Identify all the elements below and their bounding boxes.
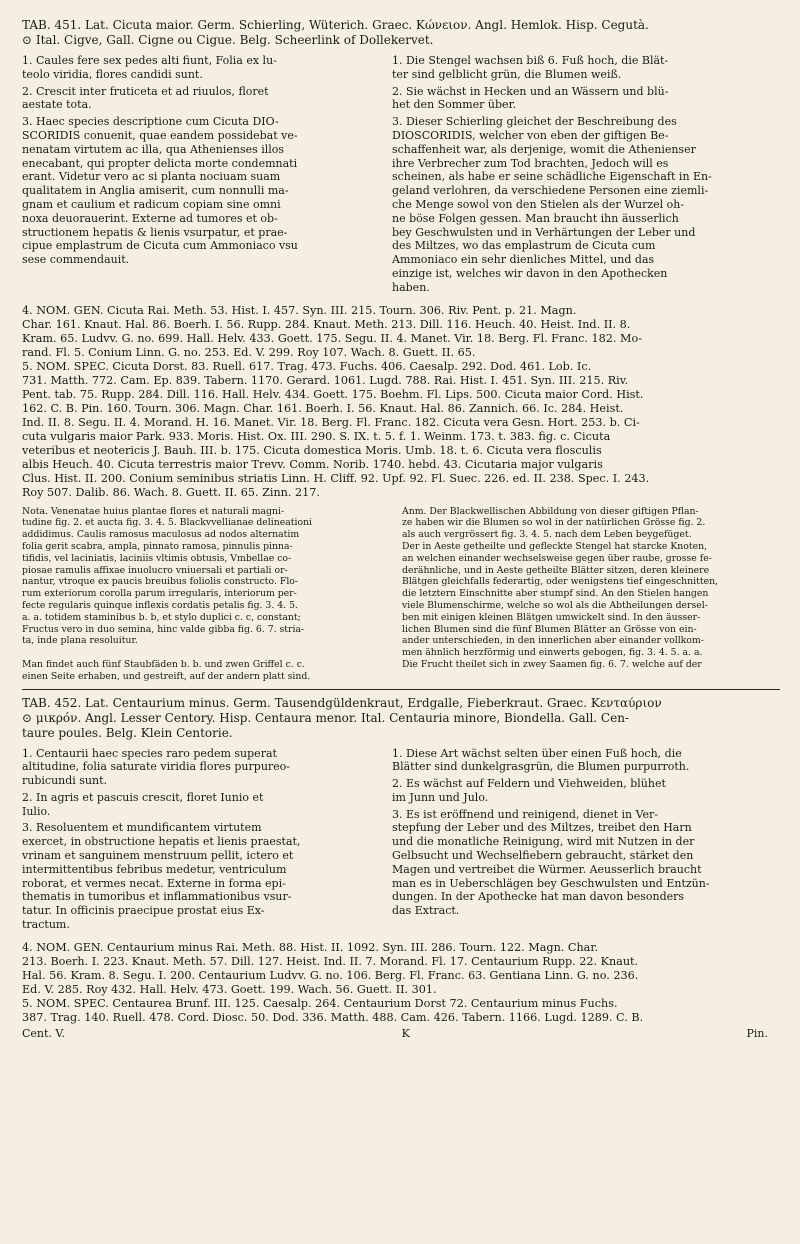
latin-line: gnam et caulium et radicum copiam sine omni xyxy=(22,197,281,211)
note-line: Fructus vero in duo semina, hinc valde gibba fig. 6. 7. stria- xyxy=(22,623,305,635)
note-line: ta, inde plana resoluitur. xyxy=(22,635,138,647)
german-paragraph xyxy=(392,85,780,113)
latin-line: intermittentibus febribus medetur, ventriculum xyxy=(22,862,287,876)
german-line: che Menge sowol von den Stielen als der Wurzel oh- xyxy=(392,197,685,211)
latin-paragraph xyxy=(22,747,380,788)
latin-line: rubicundi sunt. xyxy=(22,774,108,788)
german-line: 2. Sie wächst in Hecken und an Wässern und blü- xyxy=(392,84,669,98)
german-line: 2. Es wächst auf Feldern und Viehweiden, blühet xyxy=(392,777,666,791)
latin-line: SCORIDIS conuenit, quae eandem possidebat ve- xyxy=(22,128,298,142)
note-line: an welchen einander wechselsweise gegen über raube, grosse fe- xyxy=(402,552,712,564)
latin-paragraph xyxy=(22,85,380,113)
reference-line: Roy 507. Dalib. 86. Wach. 8. Guett. II. 65. Zinn. 217. xyxy=(22,485,320,499)
tab-451-german-column xyxy=(392,54,780,298)
latin-line: 3. Resoluentem et mundificantem virtutem xyxy=(22,821,262,835)
german-line: geland verlohren, da verschiedene Personen eine ziemli- xyxy=(392,184,709,198)
latin-line: cipue emplastrum de Cicuta cum Ammoniaco vsu xyxy=(22,239,298,253)
page xyxy=(22,18,780,1040)
nota-bottom-left xyxy=(22,659,390,683)
reference-line: Hal. 56. Kram. 8. Segu. I. 200. Centaurium Ludvv. G. no. 106. Berg. Fl. Franc. 63. Gentiana Linn. G. no. 236. xyxy=(22,968,639,982)
reference-line: cuta vulgaris maior Park. 933. Moris. Hist. Ox. III. 290. S. IX. t. 5. f. 1. Weinm. 173. t. 383. fig. c. Cicuta xyxy=(22,429,611,443)
note-line: rum exteriorum corolla parum irregularis, interiorum per- xyxy=(22,588,297,600)
latin-line: aestate tota. xyxy=(22,98,92,112)
german-line: stepfung der Leber und des Miltzes, treibet den Harn xyxy=(392,821,692,835)
german-line: haben. xyxy=(392,280,430,294)
header-line: ⊙ μικρόν. Angl. Lesser Centory. Hisp. Centaura menor. Ital. Centauria minore, Biondella. Gall. Cen- xyxy=(22,710,629,725)
header-line: TAB. 452. Lat. Centaurium minus. Germ. Tausendgüldenkraut, Erdgalle, Fieberkraut. Graec. Κενταύριον xyxy=(22,695,662,710)
german-line: Magen und vertreibet die Würmer. Aeusserlich braucht xyxy=(392,862,702,876)
reference-line: veteribus et neotericis J. Bauh. III. b. 175. Cicuta domestica Moris. Umb. 18. t. 6. Cicuta vera flosculis xyxy=(22,443,602,457)
latin-line: vrinam et sanguinem menstruum pellit, ictero et xyxy=(22,849,294,863)
german-line: das Extract. xyxy=(392,904,460,918)
note-line: a. a. totidem staminibus b. b, et stylo duplici c. c, constant; xyxy=(22,611,301,623)
tab-451-columns xyxy=(22,54,780,298)
german-line: Blätter sind dunkelgrasgrün, die Blumen purpurroth. xyxy=(392,760,690,774)
german-paragraph xyxy=(392,777,780,805)
footer-signature-center: K xyxy=(401,1026,410,1040)
tab-451-latin-column xyxy=(22,54,380,298)
reference-line: 213. Boerh. I. 223. Knaut. Meth. 57. Dill. 127. Heist. Ind. II. 7. Morand. Fl. 17. Centaurium Rupp. 22. Knaut. xyxy=(22,954,639,968)
reference-line: 162. C. B. Pin. 160. Tourn. 306. Magn. Char. 161. Boerh. I. 56. Knaut. Hal. 86. Zannich. 66. Ic. 284. Heist. xyxy=(22,401,624,415)
german-line: Ammoniaco ein sehr dienliches Mittel, und das xyxy=(392,253,655,267)
german-paragraph xyxy=(392,54,780,82)
tab-451-notes xyxy=(22,506,780,659)
latin-paragraph xyxy=(22,791,380,819)
note-line: Die Frucht theilet sich in zwey Saamen fig. 6. 7. welche auf der xyxy=(402,658,702,670)
tab-452-latin-column xyxy=(22,747,380,935)
note-line: viele Blumenschirme, welche so wol als die Abtheilungen dersel- xyxy=(402,599,708,611)
latin-line: tractum. xyxy=(22,918,70,932)
latin-line: exercet, in obstructione hepatis et lienis praestat, xyxy=(22,835,301,849)
note-line: ander unterschieden, in den innerlichen aber einander vollkom- xyxy=(402,635,704,647)
note-line: einen Seite erhaben, und gestreift, auf der andern platt sind. xyxy=(22,670,311,682)
german-paragraph xyxy=(392,808,780,918)
nota-latin xyxy=(22,506,390,659)
note-line: derähnliche, und in Aeste getheilte Blätter sitzen, deren kleinere xyxy=(402,564,710,576)
reference-line: albis Heuch. 40. Cicuta terrestris maior Trevv. Comm. Norib. 1740. hebd. 43. Cicutaria major vulgaris xyxy=(22,457,603,471)
reference-line: Ed. V. 285. Roy 432. Hall. Helv. 473. Goett. 199. Wach. 56. Guett. II. 301. xyxy=(22,982,437,996)
note-line: lichen Blumen sind die fünf Blumen Blätter an Grösse von ein- xyxy=(402,623,697,635)
note-line: tudine fig. 2. et aucta fig. 3. 4. 5. Blackvvellianae delineationi xyxy=(22,517,313,529)
german-line: und die monatliche Reinigung, wird mit Nutzen in der xyxy=(392,835,695,849)
latin-line: tatur. In officinis praecipue prostat eius Ex- xyxy=(22,904,265,918)
tab-452-columns xyxy=(22,747,780,935)
note-line: piosae ramulis affixae inuolucro vniuersali et partiali or- xyxy=(22,564,288,576)
german-line: 3. Dieser Schierling gleichet der Beschreibung des xyxy=(392,115,677,129)
german-line: bey Geschwulsten und in Verhärtungen der Leber und xyxy=(392,225,696,239)
reference-line: 4. NOM. GEN. Centaurium minus Rai. Meth. 88. Hist. II. 1092. Syn. III. 286. Tourn. 122. Magn. Char. xyxy=(22,940,599,954)
german-line: Gelbsucht und Wechselfiebern gebraucht, stärket den xyxy=(392,849,694,863)
note-line: als auch vergrössert fig. 3. 4. 5. nach dem Leben beygefüget. xyxy=(402,529,692,541)
note-line: ze haben wir die Blumen so wol in der natürlichen Grösse fig. 2. xyxy=(402,517,706,529)
latin-line: enecabant, qui propter delicta morte condemnati xyxy=(22,156,298,170)
latin-line: Iulio. xyxy=(22,804,51,818)
anmerkung-german xyxy=(402,506,780,659)
latin-line: sese commendauit. xyxy=(22,253,130,267)
german-line: im Junn und Julo. xyxy=(392,790,489,804)
german-line: des Miltzes, wo das emplastrum de Cicuta cum xyxy=(392,239,656,253)
latin-line: 2. In agris et pascuis crescit, floret Iunio et xyxy=(22,790,264,804)
note-line: folia gerit scabra, ampla, pinnato ramosa, pinnulis pinna- xyxy=(22,540,293,552)
latin-line: nenatam virtutem ac illa, qua Athenienses illos xyxy=(22,142,285,156)
note-line: men ähnlich herzförmig und einwerts gebogen, fig. 3. 4. 5. a. a. xyxy=(402,647,703,659)
tab-452-header xyxy=(22,696,780,741)
latin-line: noxa deuorauerint. Externe ad tumores et ob- xyxy=(22,211,278,225)
tab-451-notes-tail xyxy=(22,659,780,683)
note-line: ben mit einigen kleinen Blätgen umwickelt sind. In den äusser- xyxy=(402,611,701,623)
latin-line: 1. Centaurii haec species raro pedem superat xyxy=(22,746,277,760)
latin-line: teolo viridia, flores candidi sunt. xyxy=(22,67,203,81)
note-line: Blätgen gleichfalls federartig, oder wenigstens tief eingeschnitten, xyxy=(402,576,719,588)
german-line: man es in Ueberschlägen bey Geschwulsten und Entzün- xyxy=(392,876,710,890)
german-paragraph xyxy=(392,747,780,775)
note-line: addidimus. Caulis ramosus maculosus ad nodos alternatim xyxy=(22,529,300,541)
german-line: 1. Die Stengel wachsen biß 6. Fuß hoch, die Blät- xyxy=(392,54,669,67)
german-paragraph xyxy=(392,115,780,294)
nota-bottom-right xyxy=(402,659,780,683)
page-footer xyxy=(22,1027,780,1040)
reference-line: 731. Matth. 772. Cam. Ep. 839. Tabern. 1170. Gerard. 1061. Lugd. 788. Rai. Hist. I. 451. Syn. III. 215. Riv. xyxy=(22,373,629,387)
note-line: Nota. Venenatae huius plantae flores et naturali magni- xyxy=(22,505,285,517)
german-line: dungen. In der Apothecke hat man davon besonders xyxy=(392,890,685,904)
tab-452-german-column xyxy=(392,747,780,935)
latin-line: altitudine, folia saturate viridia flores purpureo- xyxy=(22,760,291,774)
note-line: Anm. Der Blackwellischen Abbildung von dieser giftigen Pflan- xyxy=(402,505,699,517)
note-line: tifidis, vel laciniatis, laciniis vltimis obtusis, Vmbellae co- xyxy=(22,552,292,564)
reference-line: 4. NOM. GEN. Cicuta Rai. Meth. 53. Hist. I. 457. Syn. III. 215. Tourn. 306. Riv. Pent. p. 21. Magn. xyxy=(22,303,577,317)
latin-line: structionem hepatis & lienis vsurpatur, et prae- xyxy=(22,225,288,239)
latin-line: roborat, et vermes necat. Externe in forma epi- xyxy=(22,876,286,890)
reference-line: 387. Trag. 140. Ruell. 478. Cord. Diosc. 50. Dod. 336. Matth. 488. Cam. 426. Tabern. 1166. Lugd. 1289. C. B. xyxy=(22,1010,644,1024)
german-line: het den Sommer über. xyxy=(392,98,517,112)
german-line: schaffenheit war, als derjenige, womit die Athenienser xyxy=(392,142,696,156)
reference-line: 5. NOM. SPEC. Centaurea Brunf. III. 125. Caesalp. 264. Centaurium Dorst 72. Centaurium minus Fuchs. xyxy=(22,996,618,1010)
header-line: TAB. 451. Lat. Cicuta maior. Germ. Schierling, Wüterich. Graec. Κώνειον. Angl. Hemlok. Hisp. Cegutà. xyxy=(22,18,649,32)
footer-catchword: Pin. xyxy=(746,1026,768,1040)
latin-paragraph xyxy=(22,115,380,267)
reference-line: Clus. Hist. II. 200. Conium seminibus striatis Linn. H. Cliff. 92. Upf. 92. Fl. Suec. 226. ed. II. 238. Spec. I. 243. xyxy=(22,471,650,485)
reference-line: Char. 161. Knaut. Hal. 86. Boerh. I. 56. Rupp. 284. Knaut. Meth. 213. Dill. 116. Heuch. 40. Heist. Ind. II. 8. xyxy=(22,317,631,331)
header-line: ⊙ Ital. Cigve, Gall. Cigne ou Cigue. Belg. Scheerlink of Dollekervet. xyxy=(22,33,434,47)
german-line: ihre Verbrecher zum Tod brachten, Jedoch will es xyxy=(392,156,669,170)
latin-line: erant. Videtur vero ac si planta nociuam suam xyxy=(22,170,281,184)
latin-line: 2. Crescit inter fruticeta et ad riuulos, floret xyxy=(22,84,269,98)
tab-451-header xyxy=(22,18,780,48)
latin-line: 1. Caules fere sex pedes alti fiunt, Folia ex lu- xyxy=(22,54,277,67)
reference-line: Pent. tab. 75. Rupp. 284. Dill. 116. Hall. Helv. 434. Goett. 175. Boehm. Fl. Lips. 500. Cicuta maior Cord. Hist. xyxy=(22,387,644,401)
note-line: fecte regularis quinque inflexis cordatis petalis fig. 3. 4. 5. xyxy=(22,599,298,611)
note-line: Man findet auch fünf Staubfäden b. b. und zwen Griffel c. c. xyxy=(22,658,305,670)
latin-line: thematis in tumoribus et inflammationibus vsur- xyxy=(22,890,292,904)
latin-line: qualitatem in Anglia amiserit, cum nonnulli ma- xyxy=(22,184,289,198)
latin-paragraph xyxy=(22,54,380,82)
german-line: einzige ist, welches wir davon in den Apothecken xyxy=(392,266,668,280)
reference-line: rand. Fl. 5. Conium Linn. G. no. 253. Ed. V. 299. Roy 107. Wach. 8. Guett. II. 65. xyxy=(22,345,476,359)
tab-452-references xyxy=(22,941,780,1025)
german-line: 1. Diese Art wächst selten über einen Fuß hoch, die xyxy=(392,746,682,760)
german-line: scheinen, als habe er seine schädliche Eigenschaft in En- xyxy=(392,170,712,184)
note-line: nantur, vtroque ex paucis breuibus foliolis constructo. Flo- xyxy=(22,576,299,588)
german-line: ne böse Folgen gessen. Man braucht ihn äusserlich xyxy=(392,211,679,225)
german-line: DIOSCORIDIS, welcher von eben der giftigen Be- xyxy=(392,128,669,142)
header-line: taure poules. Belg. Klein Centorie. xyxy=(22,725,233,740)
reference-line: 5. NOM. SPEC. Cicuta Dorst. 83. Ruell. 617. Trag. 473. Fuchs. 406. Caesalp. 292. Dod. 461. Lob. Ic. xyxy=(22,359,592,373)
german-line: 3. Es ist eröffnend und reinigend, dienet in Ver- xyxy=(392,807,659,821)
note-line: Der in Aeste getheilte und gefleckte Stengel hat starcke Knoten, xyxy=(402,540,708,552)
tab-451-references xyxy=(22,304,780,500)
reference-line: Kram. 65. Ludvv. G. no. 699. Hall. Helv. 433. Goett. 175. Segu. II. 4. Manet. Vir. 18. Berg. Fl. Franc. 182. Mo- xyxy=(22,331,642,345)
german-line: ter sind gelblicht grün, die Blumen weiß. xyxy=(392,67,622,81)
footer-signature-left: Cent. V. xyxy=(22,1026,65,1040)
section-divider xyxy=(22,689,780,690)
latin-paragraph xyxy=(22,821,380,931)
reference-line: Ind. II. 8. Segu. II. 4. Morand. H. 16. Manet. Vir. 18. Berg. Fl. Franc. 182. Cicuta vera Gesn. Hort. 253. b. Ci- xyxy=(22,415,640,429)
note-line: die letztern Einschnitte aber stumpf sind. An den Stielen hangen xyxy=(402,588,709,600)
latin-line: 3. Haec species descriptione cum Cicuta DIO- xyxy=(22,115,279,129)
